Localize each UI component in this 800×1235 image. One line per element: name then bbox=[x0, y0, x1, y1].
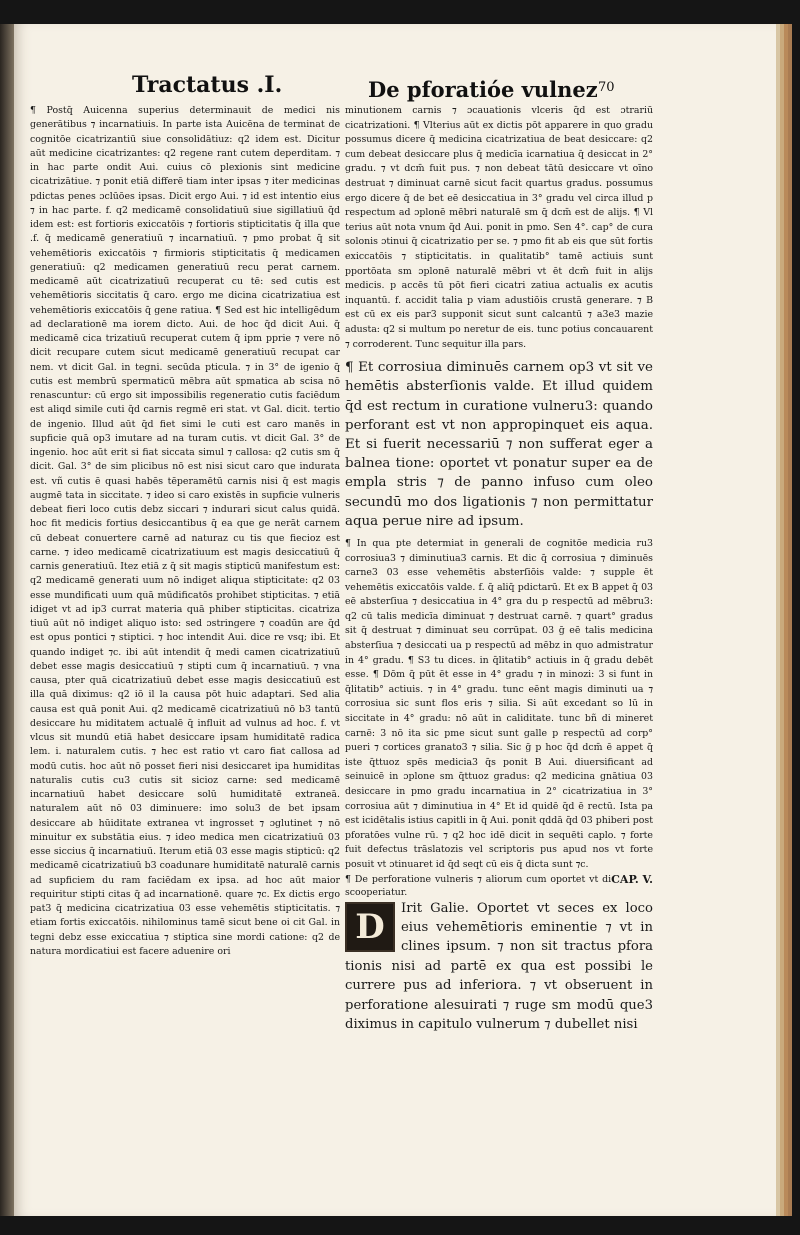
left-column bbox=[30, 104, 340, 959]
right-column bbox=[345, 104, 653, 1034]
left-column-text: ¶ Postq̄ Auicenna superius determinauit de medici nis generātibus ⁊ incarnatiuis. In parte ista Auicēna de terminat de cognitōe cicatrizantiū siue consolidātiuz: q2 idem est. Dicitur aūt medicine cicatrizantes: q2 regene rant cutem deperditam. ⁊ in hac parte ondit Aui. cuius cō plexionis sint medicine cicatrizātiue. ⁊ ponit etiā differē tiam inter ipsas ⁊ iter medicinas pdictas penes ɔclūōes ipsas. Dicit ergo Aui. ⁊ id est intentio eius ⁊ in hac parte. f. q2 medicamē consolidatiuū siue sigillatiuū q̄d idem est: est fortioris exiccatōis ⁊ fortioris stipticitatis q̄ illa que .f. q̄ medicamē generatiuū ⁊ incarnatiuū. ⁊ pmo probat q̄ sit vehemētioris exiccatōis ⁊ firmioris stipticitatis q̄ medicamen generatiuū: q2 medicamen generatiuū recu perat carnem. medicamē aūt cicatrizatiuū recuperat cu tē: sed cutis est vehemētioris siccitatis q̄ caro. ergo me dicina cicatrizatiua est vehemētioris exiccatōis q̄ gene ratiua. ¶ Sed est hic intelligēdum ad declarationē ma iorem dicto. Aui. de hoc q̄d dicit Aui. q̄ medicamē cica trizatiuū recuperat cutem q̄ ipm pprie ⁊ vere nō dicit recupare cutem sicut medicamē generatiuū recupat car nem. vt dicit Gal. in tegni. secūda pticula. ⁊ in 3° de igenio q̄ cutis est membrū spermaticū mēbra aūt spmatica ab scisa nō renascuntur: cū ergo sit impossibilis regeneratio cutis faciēdum est aliqd simile cuti q̄d carnis regmē eri stat. vt Gal. dicit. tertio de ingenio. Illud aūt q̄d fiet simi le cuti est caro manēs in supficie quā op3 imutare ad na turam cutis. vt dicit Gal. 3° de ingenio. hoc aūt erit si fiat siccata simul ⁊ callosa: q2 cutis sm q̄ dicit. Gal. 3° de sim plicibus nō est nisi sicut caro que indurata est. vñ cutis ē quasi habēs tēperamētū carnis nisi q̄ est magis augmē tata in siccitate. ⁊ ideo si caro existēs in supficie vulneris debeat fieri loco cutis debz siccari ⁊ indurari sicut calus quidā. hoc fit medicis fortius desiccantibus q̄ ea que ge nerāt carnem cū debeat conuertere carnē ad naturaz cu tis que fiecioz est carne. ⁊ ideo medicamē cicatrizatiuum est magis desiccatiuū q̄ carnis generatiuū. Itez etiā z q̄ sit magis stipticū manifestum est: q2 medicamē generati uum nō indiget aliqua stipticitate: q2 03 esse mundificati uum quā mūdificatōs prohibet stipticitas. ⁊ etiā idiget vt ad ip3 currat materia quā phiber stipticitas. cicatriza tiuū aūt nō indiget aliquo isto: sed ɔstringere ⁊ coadūn are q̄d est opus pontici ⁊ stiptici. ⁊ hoc intendit Aui. dice re vsq; ibi. Et quando indiget ⁊c. ibi aūt intendit q̄ medi camen cicatrizatiuū debet esse magis desiccatiuū ⁊ stipti cum q̄ incarnatiuū. ⁊ vna causa, pter quā cicatrizatiuū debet esse magis desiccatiuū est illa quā diximus: q2 iō il la causa pōt huic adaptari. Sed alia causa est quā ponit Aui. q2 medicamē cicatrizatiuū nō b3 tantū desiccare hu miditatem actualē q̄ influit ad vulnus ad hoc. f. vt vlcus sit mundū etiā habet desiccare ipsam humiditatē radica lem. i. naturalem cutis. ⁊ hec est ratio vt caro fiat callosa ad modū cutis. hoc aūt nō posset fieri nisi desiccaret ipa humiditas naturalis cutis cu3 cutis sit sicioz carne: sed medicamē incarnatiuū habet desiccare solū humiditatē extraneā. naturalem aūt nō 03 diminuere: imo solu3 de bet ipsam desiccare ab hūiditate extranea vt ingrosset ⁊ ɔglutinet ⁊ nō minuitur ex substātia eius. ⁊ ideo medica men cicatrizatiuū 03 esse siccius q̄ incarnatiuū. Iterum etiā 03 esse magis stipticū: q2 medicamē cicatrizatiuū b3 coadunare humiditatē naturalē carnis ad supficiem du ram faciēdam ex ipsa. ad hoc aūt maior requiritur stipti citas q̄ ad incarnationē. quare ⁊c. Ex dictis ergo pat3 q̄ medicina cicatrizatiua 03 esse vehemētis stipticitatis. ⁊ etiam fortis exiccatōis. nihilominus tamē sicut bene oi cit Gal. in tegni debz esse exiccatiua ⁊ stiptica sine mordi catione: q2 de natura mordicatiui est facere aduenire ori bbox=[30, 105, 340, 957]
text-passage: ¶ Et corrosiua diminuēs carnem op3 vt sit ve hemētis absterſionis valde. Et illud quidem q̄d est rectum in curatione vulneru3: quando perforant est vt non appropinquet eis aqua. Et si fuerit necessariū ⁊ non sufferat eger a balnea tione: oportet vt ponatur super ea de empla stris ⁊ de panno infuso cum oleo secundū mo dos ligationis ⁊ non permittatur aqua perue nire ad ipsum. bbox=[345, 360, 653, 529]
folio-number: 70 bbox=[598, 80, 615, 95]
chapter-opening bbox=[345, 899, 653, 1035]
chapter-heading bbox=[345, 873, 653, 899]
chapter-heading-text: ¶ De perforatione vulneris ⁊ aliorum cum oportet vt di scooperiatur. bbox=[345, 873, 612, 898]
commentary-paragraph: minutionem carnis ⁊ ɔcauationis vlceris q̄d est ɔtrariū cicatrizationi. ¶ Vlterius aūt ex dictis pōt apparere in quo gradu possumus dicere q̄ medicina cicatrizatiua de beat desiccare: q2 cum debeat desiccare plus q̄ medicīa icarnatiua q̄ desiccat in 2° gradu. ⁊ vt dcm̄ fuit pus. ⁊ non debeat tātū desiccare vt oīno destruat ⁊ diminuat carnē sicut facit quartus gradus. possumus ergo dicere q̄ de bet eē desiccatiua in 3° gradu vel circa illud p respectum ad ɔplonē mēbri naturalē sm q̄ dcm̄ est de alijs. ¶ Vl terius aūt nota vnum q̄d Aui. ponit in pmo. Sen 4°. cap° de cura solonis ɔtinui q̄ cicatrizatio per se. ⁊ pmo fit ab eis que sūt fortis exiccatōis ⁊ stipticitatis. in qualitatib° tamē actiuis sunt pportōata sm ɔplonē naturalē mēbri vt ēt dcm̄ fuit in alijs medicis. p accēs tū pōt fieri cicatri zatiua actualis ex acutis inquantū. f. accidit talia p viam adustiōis crustā generare. ⁊ B est cū ex eis par3 supponit sicut sunt calcantū ⁊ a3e3 mazie adusta: q2 si multum po neretur de eis. tunc potius concauarent ⁊ corroderent. Tunc sequitur illa pars. bbox=[345, 105, 653, 350]
commentary-paragraph: ¶ In qua pte determiat in generali de cognitōe medicia ru3 corrosiua3 ⁊ diminutiua3 carnis. Et dic q̄ corrosiua ⁊ diminuēs carne3 03 esse vehemētis absterſiōis valde: ⁊ supple ēt vehemētis exiccatōis valde. f. q̄ aliq̄ pdictarū. Et ex B appet q̄ 03 eē absterſiua ⁊ desiccatiua in 4° gra du p respectū ad mēbru3: q2 cū talis medicīa diminuat ⁊ destruat carnē. ⁊ quart° gradus sit q̄ destruat ⁊ diminuat seu corrūpat. 03 ḡ eē talis medicina absterſiua ⁊ desiccati ua p respectū ad mēbz in quo admistratur in 4° gradu. ¶ S3 tu dices. in q̄litatib° actiuis in q̄ gradu debēt esse. ¶ Dōm q̄ pūt ēt esse in 4° gradu ⁊ in minozi: 3 si funt in q̄litatib° actiuis. ⁊ in 4° gradu. tunc eēnt magis diminuti ua ⁊ corrosiua sic sunt flos eris ⁊ silia. Si aūt excedant so lū in siccitate in 4° gradu: nō aūt in caliditate. tunc bñ di mineret carnē: 3 nō ita sic pme sicut sunt galle p respectū ad corp° pueri ⁊ cortices granato3 ⁊ silia. Sic ḡ p hoc q̄d dcm̄ ē appet q̄ iste q̄ttuoz spēs medicia3 q̄s ponit B Aui. diuersificant ad seinuicē in ɔplone sm q̄ttuoz gradus: q2 medicina gnātiua 03 desiccare in pmo gradu incarnatiua in 2° cicatrizatiua in 3° corrosiua aūt ⁊ diminutiua in 4° Et id quidē q̄d ē rectū. Ista pa est icidētalis istius capitli in q̄ Aui. ponit qddā q̄d 03 phiberi post pforatōes vulne rū. ⁊ q2 hoc idē dicit in sequēti caplo. ⁊ forte fuit defectus trāslatozis vel scriptoris pus apud nos vt forte posuit vt ɔtinuaret id q̄d seqt cū eis q̄ dicta sunt ⁊c. bbox=[345, 537, 653, 870]
running-title-left: Tractatus .I. bbox=[132, 72, 283, 98]
running-title-right: De pforatióe vulnez bbox=[368, 77, 598, 102]
page-edge bbox=[788, 24, 792, 1216]
decorated-initial: D bbox=[345, 902, 395, 952]
chapter-number: CAP. V. bbox=[611, 872, 653, 886]
chapter-text: Irit Galie. Oportet vt seces ex loco eius vehemētioris eminentie ⁊ vt in clines ipsum. ⁊ non sit tractus pfora tionis nisi ad partē ex qua est possibi le currere pus ad inferiora. ⁊ vt obseruent in perforatione alesuirati ⁊ ruge sm modū que3 diximus in capitulo vulnerum ⁊ dubellet nisi bbox=[345, 900, 653, 1033]
